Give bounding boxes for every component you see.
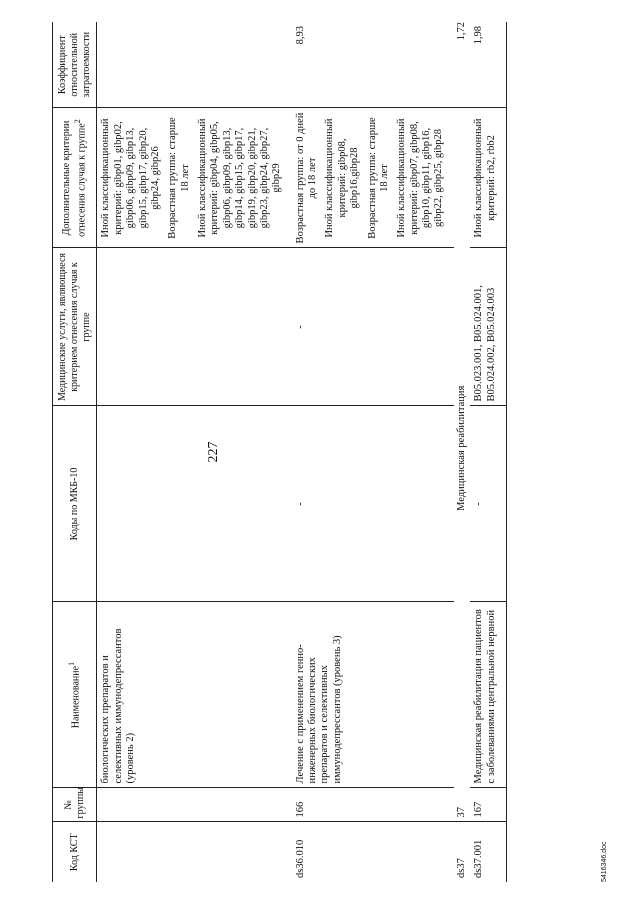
cell-code [97,822,292,882]
rotated-page [20,22,620,882]
criteria-line: Возрастная группа: старше 18 лет [366,117,390,239]
criteria-line: Иной классификационный критерий: gibp04, gibp05, gibp06, gibp09, gibp13, gibp14, gibp15, gibp17, gibp19, gibp20, gibp21, gibp23, gibp24, gibp27, gibp29 [197,118,283,238]
cell-criteria [292,108,454,248]
header-group-no: № группы [53,788,97,822]
cell-group: 167 [470,788,506,822]
ksg-table [52,22,507,882]
page-number: 227 [206,441,221,463]
cell-icd: - [470,406,506,602]
document-id: 5416346.doc [601,841,608,882]
header-icd: Коды по МКБ-10 [53,406,97,602]
cell-icd [97,406,292,602]
cell-coefficient: 1,72 [454,22,470,108]
criteria-line: Иной классификационный критерий: gibp08, gibp16,gibp28 [324,118,361,238]
table-row-continued [97,22,292,882]
cell-code: ds37.001 [470,822,506,882]
cell-criteria [470,108,506,248]
cell-group: 37 [454,788,470,822]
cell-services [97,248,292,406]
cell-code: ds37 [455,858,467,878]
cell-criteria [97,108,292,248]
header-code: Код КСТ [53,822,97,882]
header-coefficient: Коэффициент относительной затратоемкости [53,22,97,108]
cell-group [97,788,292,822]
criteria-line: Иной классификационный критерий: gibp01, gibp02, gibp06, gibp09, gibp13, gibp15, gibp17, gibp20, gibp24, gibp26 [100,118,161,238]
criteria-line: Возрастная группа: старше 18 лет [167,117,191,239]
table-header-row [53,22,97,882]
header-name: Наименование$^1$ [53,602,97,788]
cell-name: Лечение с применением генно-инженерных биологических препаратов и селективных иммунодепрессантов (уровень 3) [292,602,454,788]
cell-coefficient: 1,98 [470,22,506,108]
table-row-166 [292,22,454,882]
cell-coefficient [97,22,292,108]
criteria-line: Иной классификационный критерий: rb2, rbb2 [473,118,497,238]
cell-name: Медицинская реабилитация пациентов с заболеваниями центральной нервной [470,602,506,788]
cell-group: 166 [292,788,454,822]
cell-name: биологических препаратов и селективных иммунодепрессантов (уровень 2) [97,602,292,788]
cell-code: ds36.010 [294,839,306,878]
cell-services: B05.023.001, B05.024.001, B05.024.002, B05.024.003 [470,248,506,406]
table-row-167 [470,22,506,882]
criteria-line: Возрастная группа: от 0 дней до 18 лет [294,112,319,244]
cell-icd: - [292,406,454,602]
cell-services: - [292,248,454,406]
section-title: Медицинская реабилитация [455,385,467,511]
criteria-line: Иной классификационный критерий: gibp07, gibp08, gibp10, gibp11, gibp16, gibp22, gibp25, gibp28 [396,118,445,238]
table-row-37-section [454,22,470,882]
header-extra-criteria: Дополнительные критерии отнесения случая к группе$^2$ [53,108,97,248]
cell-coefficient: 8,93 [292,22,454,108]
header-services: Медицинские услуги, являющиеся критерием отнесения случая к группе [53,248,97,406]
